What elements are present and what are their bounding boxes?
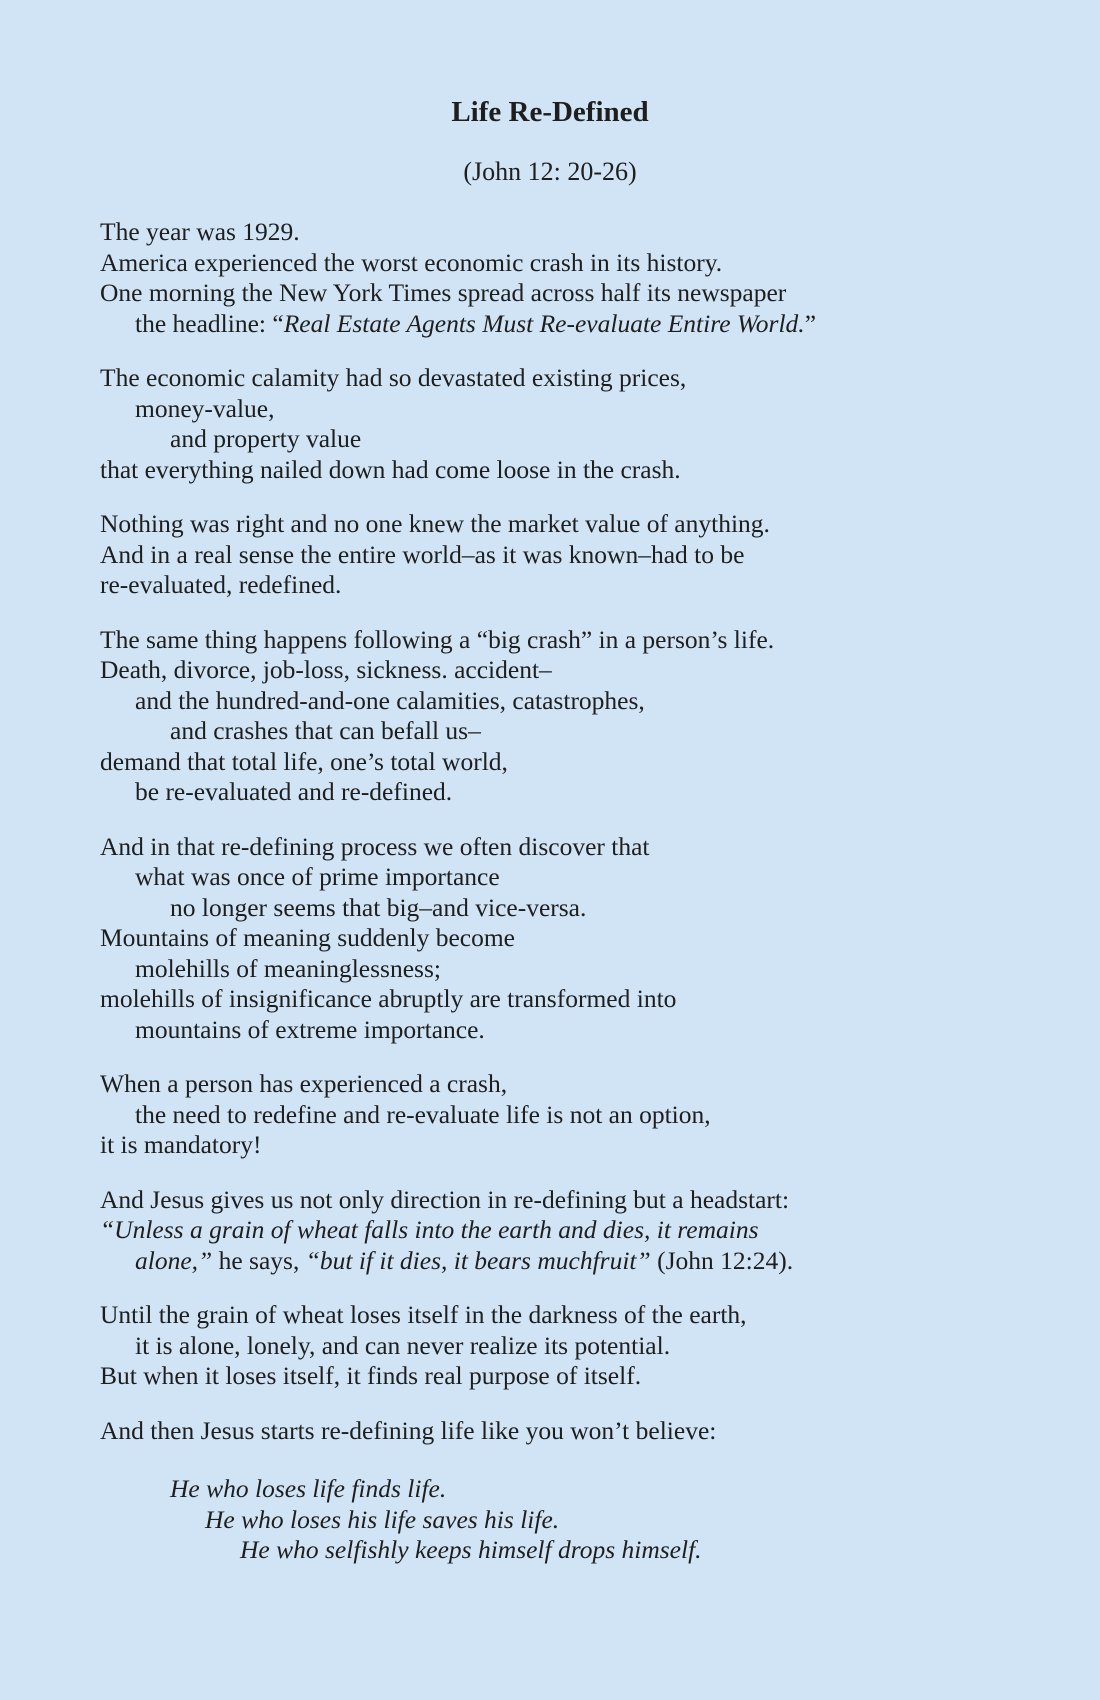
poem-line: When a person has experienced a crash, [100,1069,508,1098]
poem-line: money-value, [135,393,275,423]
quote-alone: alone,” [135,1245,213,1275]
quote-much-fruit: “but if it dies, it bears muchfruit” [305,1245,651,1275]
poem-line: But when it loses itself, it finds real purpose of itself. [100,1361,642,1390]
poem-line: And then Jesus starts re-defining life like you won’t believe: [100,1415,717,1445]
closing-line: He who selfishly keeps himself drops himself. [240,1535,702,1564]
poem-line: The same thing happens following a “big crash” in a person’s life. [100,624,775,654]
poem-line: the need to redefine and re-evaluate life is not an option, [135,1099,711,1129]
headline-suffix: ” [804,308,817,338]
closing-verses [100,1474,1060,1566]
poem-line: re-evaluated, redefined. [100,570,342,599]
stanza-7 [100,1185,1060,1277]
poem-line: it is mandatory! [100,1130,262,1159]
stanza-8 [100,1300,1060,1392]
poem-line: no longer seems that big–and vice-versa. [170,892,587,922]
scripture-quote-line: “Unless a grain of wheat falls into the earth and dies, it remains [100,1215,759,1244]
quote-he-says: he says, [212,1245,306,1275]
poem-line: Mountains of meaning suddenly become [100,923,515,952]
poem-line: And in a real sense the entire world–as it was known–had to be [100,539,745,569]
stanza-1 [100,217,1060,339]
headline-line [100,309,1060,340]
poem-body [100,217,1060,1566]
poem-line: demand that total life, one’s total world, [100,746,508,776]
poem-line: One morning the New York Times spread across half its newspaper [100,278,787,307]
stanza-6 [100,1069,1060,1161]
poem-line: Death, divorce, job-loss, sickness. accident– [100,655,552,684]
closing-line: He who loses life finds life. [170,1474,447,1503]
poem-line: and the hundred-and-one calamities, catastrophes, [135,685,645,715]
poem-line: The year was 1929. [100,217,300,246]
scripture-quote-continuation [100,1246,1060,1277]
stanza-4 [100,625,1060,808]
poem-line: And in that re-defining process we often discover that [100,831,650,861]
stanza-9 [100,1416,1060,1447]
stanza-2 [100,363,1060,485]
page-title: Life Re-Defined [451,96,649,128]
closing-line: He who loses his life saves his life. [205,1504,560,1534]
poem-line: Until the grain of wheat loses itself in the darkness of the earth, [100,1300,747,1329]
scripture-reference: (John 12: 20-26) [463,157,637,186]
stanza-5 [100,832,1060,1046]
poem-line: what was once of prime importance [135,862,500,891]
poem-line: it is alone, lonely, and can never realize its potential. [135,1330,671,1360]
poem-line: and property value [170,424,362,453]
poem-line: that everything nailed down had come loose in the crash. [100,454,681,484]
poem-line: and crashes that can befall us– [170,716,481,745]
poem-line: mountains of extreme importance. [135,1014,485,1044]
poem-line: molehills of meaninglessness; [135,953,441,983]
poem-line: The economic calamity had so devastated existing prices, [100,363,687,392]
quote-reference: (John 12:24). [650,1245,794,1275]
poem-line: molehills of insignificance abruptly are transformed into [100,984,677,1013]
poem-line: Nothing was right and no one knew the market value of anything. [100,509,770,538]
poem-line: And Jesus gives us not only direction in re-defining but a headstart: [100,1184,790,1214]
newspaper-headline: Real Estate Agents Must Re-evaluate Entire World. [283,308,805,338]
poem-line: be re-evaluated and re-defined. [135,777,453,806]
headline-prefix: the headline: “ [135,308,284,338]
stanza-3 [100,509,1060,601]
poem-line: America experienced the worst economic crash in its history. [100,247,723,277]
